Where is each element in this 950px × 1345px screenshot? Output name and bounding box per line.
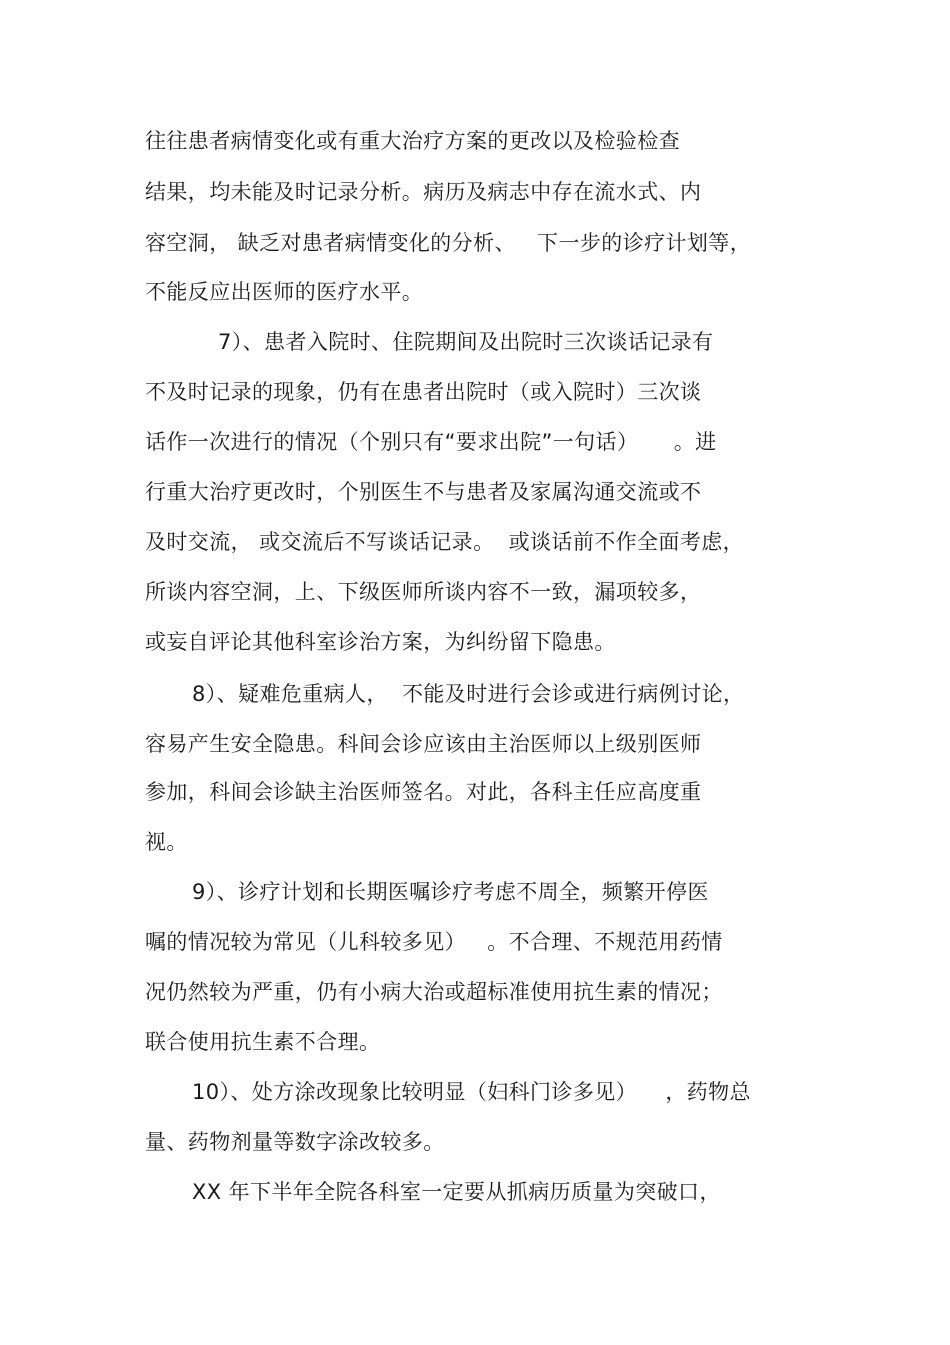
text-line: 结果，均未能及时记录分析。病历及病志中存在流水式、内 xyxy=(145,180,702,204)
text-line: 容易产生安全隐患。科间会诊应该由主治医师以上级别医师 xyxy=(145,732,702,756)
text-line: 9）、诊疗计划和长期医嘱诊疗考虑不周全，频繁开停医 xyxy=(192,880,709,904)
text-line: 行重大治疗更改时，个别医生不与患者及家属沟通交流或不 xyxy=(145,480,702,504)
text-line: 嘱的情况较为常见（儿科较多见） 。不合理、不规范用药情 xyxy=(145,930,723,954)
text-line: 话作一次进行的情况（个别只有“要求出院”一句话） 。进 xyxy=(145,430,717,454)
text-line: 况仍然较为严重，仍有小病大治或超标准使用抗生素的情况； xyxy=(145,980,723,1004)
text-line: 不及时记录的现象，仍有在患者出院时（或入院时）三次谈 xyxy=(145,380,702,404)
text-line: 容空洞， 缺乏对患者病情变化的分析、 下一步的诊疗计划等， xyxy=(145,231,752,255)
text-line: 7）、患者入院时、住院期间及出院时三次谈话记录有 xyxy=(218,330,714,354)
text-line: 及时交流， 或交流后不写谈话记录。 或谈话前不作全面考虑， xyxy=(145,530,745,554)
text-line: 不能反应出医师的医疗水平。 xyxy=(145,280,424,304)
text-line: 视。 xyxy=(145,830,188,854)
text-line: 或妄自评论其他科室诊治方案，为纠纷留下隐患。 xyxy=(145,630,616,654)
text-line: 所谈内容空洞，上、下级医师所谈内容不一致，漏项较多， xyxy=(145,580,702,604)
text-line: XX 年下半年全院各科室一定要从抓病历质量为突破口， xyxy=(192,1180,721,1204)
text-line: 量、药物剂量等数字涂改较多。 xyxy=(145,1130,445,1154)
text-line: 8）、疑难危重病人， 不能及时进行会诊或进行病例讨论， xyxy=(192,682,745,706)
text-line: 联合使用抗生素不合理。 xyxy=(145,1030,381,1054)
text-line: 参加，科间会诊缺主治医师签名。对此，各科主任应高度重 xyxy=(145,780,702,804)
text-line: 往往患者病情变化或有重大治疗方案的更改以及检验检查 xyxy=(145,129,680,153)
text-line: 10）、处方涂改现象比较明显（妇科门诊多见） ，药物总 xyxy=(192,1080,751,1104)
